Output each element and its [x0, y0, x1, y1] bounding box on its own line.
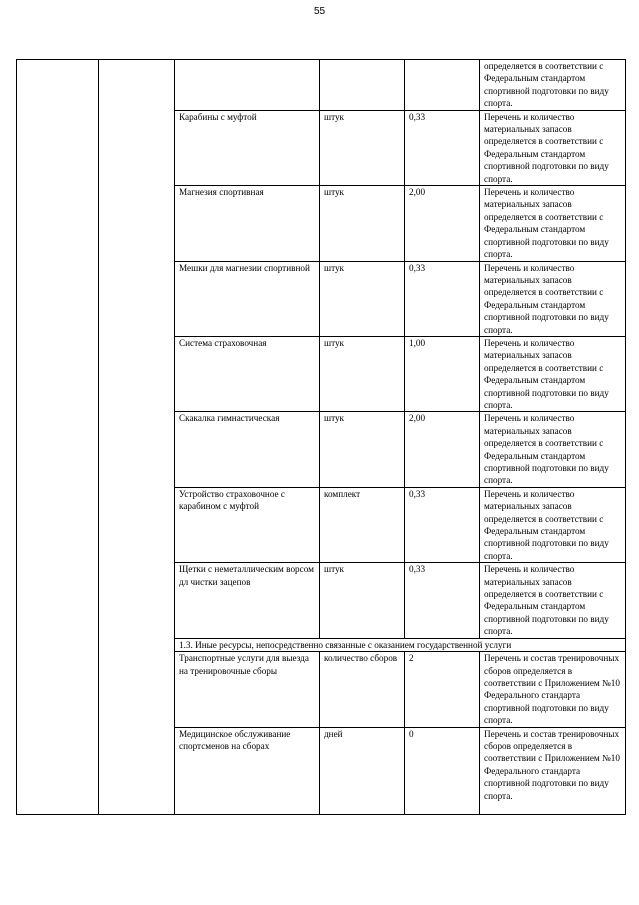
cell-name: Карабины с муфтой: [175, 110, 320, 185]
cell-unit: штук: [320, 110, 405, 185]
cell-unit: штук: [320, 261, 405, 336]
cell-note: Перечень и количество материальных запасов определяется в соответствии с Федеральным стандартом спортивной подготовки по виду спорта.: [480, 261, 626, 336]
cell-qty: [405, 60, 480, 111]
cell-name: Медицинское обслуживание спортсменов на сборах: [175, 727, 320, 814]
cell-qty: 1,00: [405, 336, 480, 411]
cell-name: Магнезия спортивная: [175, 186, 320, 261]
cell-qty: 0,33: [405, 487, 480, 562]
cell-unit: [320, 60, 405, 111]
cell-unit: количество сборов: [320, 652, 405, 727]
cell-note: определяется в соответствии с Федеральным стандартом спортивной подготовки по виду спорта.: [480, 60, 626, 111]
cell-name: Транспортные услуги для выезда на тренировочные сборы: [175, 652, 320, 727]
cell-note: Перечень и состав тренировочных сборов определяется в соответствии с Приложением №10 Федерального стандарта спортивной подготовки по виду спорта.: [480, 652, 626, 727]
cell-name: Система страховочная: [175, 336, 320, 411]
cell-note: Перечень и количество материальных запасов определяется в соответствии с Федеральным стандартом спортивной подготовки по виду спорта.: [480, 563, 626, 638]
cell-note: Перечень и количество материальных запасов определяется в соответствии с Федеральным стандартом спортивной подготовки по виду спорта.: [480, 487, 626, 562]
cell-unit: штук: [320, 336, 405, 411]
cell-qty: 2: [405, 652, 480, 727]
cell-qty: 0: [405, 727, 480, 814]
table-row-continued: [17, 60, 626, 111]
cell-note: Перечень и состав тренировочных сборов определяется в соответствии с Приложением №10 Федерального стандарта спортивной подготовки по виду спорта.: [480, 727, 626, 814]
cell-note: Перечень и количество материальных запасов определяется в соответствии с Федеральным стандартом спортивной подготовки по виду спорта.: [480, 110, 626, 185]
cell-name: Скакалка гимнастическая: [175, 412, 320, 487]
cell-name: Устройство страховочное с карабином с муфтой: [175, 487, 320, 562]
cell-unit: штук: [320, 412, 405, 487]
merged-column-2: [99, 60, 175, 815]
cell-note: Перечень и количество материальных запасов определяется в соответствии с Федеральным стандартом спортивной подготовки по виду спорта.: [480, 336, 626, 411]
cell-qty: 0,33: [405, 110, 480, 185]
cell-unit: дней: [320, 727, 405, 814]
cell-qty: 0,33: [405, 261, 480, 336]
cell-qty: 2,00: [405, 186, 480, 261]
cell-name: [175, 60, 320, 111]
cell-qty: 0,33: [405, 563, 480, 638]
cell-unit: штук: [320, 186, 405, 261]
cell-name: Щетки с неметаллическим ворсом дл чистки зацепов: [175, 563, 320, 638]
page-number: 55: [313, 6, 326, 17]
merged-column-1: [17, 60, 99, 815]
cell-unit: штук: [320, 563, 405, 638]
section-header: 1.3. Иные ресурсы, непосредственно связанные с оказанием государственной услуги: [175, 638, 626, 651]
cell-note: Перечень и количество материальных запасов определяется в соответствии с Федеральным стандартом спортивной подготовки по виду спорта.: [480, 186, 626, 261]
cell-name: Мешки для магнезии спортивной: [175, 261, 320, 336]
cell-unit: комплект: [320, 487, 405, 562]
cell-qty: 2,00: [405, 412, 480, 487]
cell-note: Перечень и количество материальных запасов определяется в соответствии с Федеральным стандартом спортивной подготовки по виду спорта.: [480, 412, 626, 487]
resources-table: [16, 59, 626, 815]
